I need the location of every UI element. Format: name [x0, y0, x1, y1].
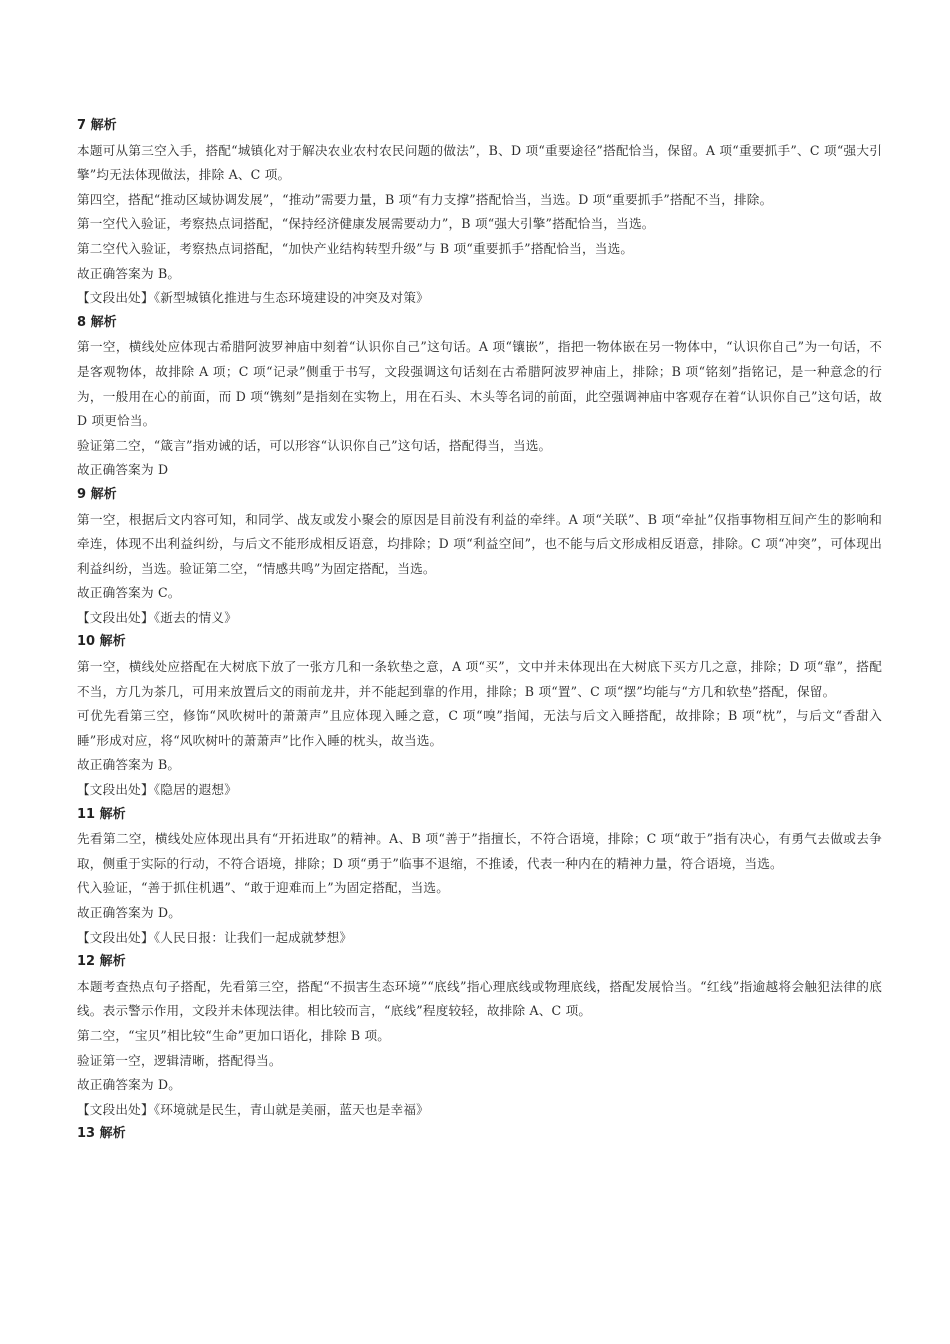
answer-section-9: [77, 483, 882, 631]
section-heading: 10 解析: [77, 634, 126, 650]
answer-section-13: [77, 1122, 882, 1147]
answer-line: 故正确答案为 B。: [77, 265, 181, 281]
answer-line: 故正确答案为 D: [77, 462, 169, 478]
paragraph: 本题可从第三空入手，搭配“城镇化对于解决农业农村农民问题的做法”，B、D 项“重要途径”搭配恰当，保留。A 项“重要抓手”、C 项“强大引擎”均无法体现做法，排除 A、C 项。: [77, 142, 882, 183]
paragraph: 验证第二空，“箴言”指劝诫的话，可以形容“认识你自己”这句话，搭配得当，当选。: [77, 437, 552, 453]
source-line: 【文段出处】《环境就是民生，青山就是美丽，蓝天也是幸福》: [77, 1101, 429, 1117]
section-heading: 13 解析: [77, 1126, 126, 1142]
answer-line: 故正确答案为 D。: [77, 1077, 182, 1093]
answer-line: 故正确答案为 D。: [77, 905, 182, 920]
answer-section-7: [77, 114, 882, 311]
section-heading: 11 解析: [77, 806, 126, 822]
answer-section-10: [77, 630, 882, 802]
paragraph: 第一空，横线处应体现古希腊阿波罗神庙中刻着“认识你自己”这句话。A 项“镶嵌”，指把一物体嵌在另一物体中，“认识你自己”为一句话，不是客观物体，故排除 A 项；C 项“记录”侧重于书写，文段强调这句话刻在古希腊阿波罗神庙上，排除；B 项“铭刻”指铭记，是一种意念的行为，一般用在心的前面，而 D 项“镌刻”是指刻在实物上，用在石头、木头等名词的前面，此空强调神庙中客观存在着“认识你自己”这句话，故 D 项更恰当。: [77, 339, 882, 429]
paragraph: 验证第一空，逻辑清晰，搭配得当。: [77, 1052, 282, 1068]
source-line: 【文段出处】《隐居的遐想》: [77, 782, 238, 798]
paragraph: 第四空，搭配“推动区域协调发展”，“推动”需要力量，B 项“有力支撑”搭配恰当，当选。D 项“重要抓手”搭配不当，排除。: [77, 191, 773, 207]
answer-section-8: [77, 311, 882, 483]
source-line: 【文段出处】《人民日报：让我们一起成就梦想》: [77, 929, 353, 945]
source-line: 【文段出处】《逝去的情义》: [77, 609, 238, 625]
section-heading: 8 解析: [77, 314, 117, 330]
paragraph: 本题考查热点句子搭配，先看第三空，搭配“不损害生态环境”“底线”指心理底线或物理底线，搭配发展恰当。“红线”指逾越将会触犯法律的底线。表示警示作用，文段并未体现法律。相比较而言，“底线”程度较轻，故排除 A、C 项。: [77, 978, 882, 1019]
paragraph: 可优先看第三空，修饰“风吹树叶的萧萧声”且应体现入睡之意，C 项“嗅”指闻，无法与后文入睡搭配，故排除；B 项“枕”，与后文“香甜入睡”形成对应，将“风吹树叶的萧萧声”比作入睡的枕头，故当选。: [77, 708, 882, 748]
answer-line: 故正确答案为 C。: [77, 585, 181, 601]
paragraph: 第二空，“宝贝”相比较“生命”更加口语化，排除 B 项。: [77, 1027, 391, 1043]
paragraph: 第二空代入验证，考察热点词搭配，“加快产业结构转型升级”与 B 项“重要抓手”搭配恰当，当选。: [77, 240, 634, 256]
paragraph: 第一空，根据后文内容可知，和同学、战友或发小聚会的原因是目前没有利益的牵绊。A 项“关联”、B 项“牵扯”仅指事物相互间产生的影响和牵连，体现不出利益纠纷，与后文不能形成相反语意，均排除；D 项“利益空间”，也不能与后文形成相反语意，排除。C 项“冲突”，可体现出利益纠纷，当选。验证第二空，“情感共鸣”为固定搭配，当选。: [77, 511, 882, 576]
section-heading: 7 解析: [77, 118, 117, 133]
section-heading: 9 解析: [77, 486, 117, 502]
answer-section-12: [77, 950, 882, 1122]
paragraph: 第一空，横线处应搭配在大树底下放了一张方几和一条软垫之意，A 项“买”，文中并未体现出在大树底下买方几之意，排除；D 项“靠”，搭配不当，方几为茶几，可用来放置后文的雨前龙井，并不能起到靠的作用，排除；B 项“置”、C 项“摆”均能与“方几和软垫”搭配，保留。: [77, 659, 882, 699]
paragraph: 第一空代入验证，考察热点词搭配，“保持经济健康发展需要动力”，B 项“强大引擎”搭配恰当，当选。: [77, 216, 655, 232]
section-heading: 12 解析: [77, 954, 126, 970]
answer-line: 故正确答案为 B。: [77, 757, 181, 773]
source-line: 【文段出处】《新型城镇化推进与生态环境建设的冲突及对策》: [77, 290, 429, 306]
paragraph: 代入验证，“善于抓住机遇”、“敢于迎难而上”为固定搭配，当选。: [77, 880, 449, 896]
answer-section-11: [77, 803, 882, 951]
paragraph: 先看第二空，横线处应体现出具有“开拓进取”的精神。A、B 项“善于”指擅长，不符合语境，排除；C 项“敢于”指有决心，有勇气去做或去争取，侧重于实际的行动，不符合语境，排除；D 项“勇于”临事不退缩，不推诿，代表一种内在的精神力量，符合语境，当选。: [77, 831, 882, 871]
